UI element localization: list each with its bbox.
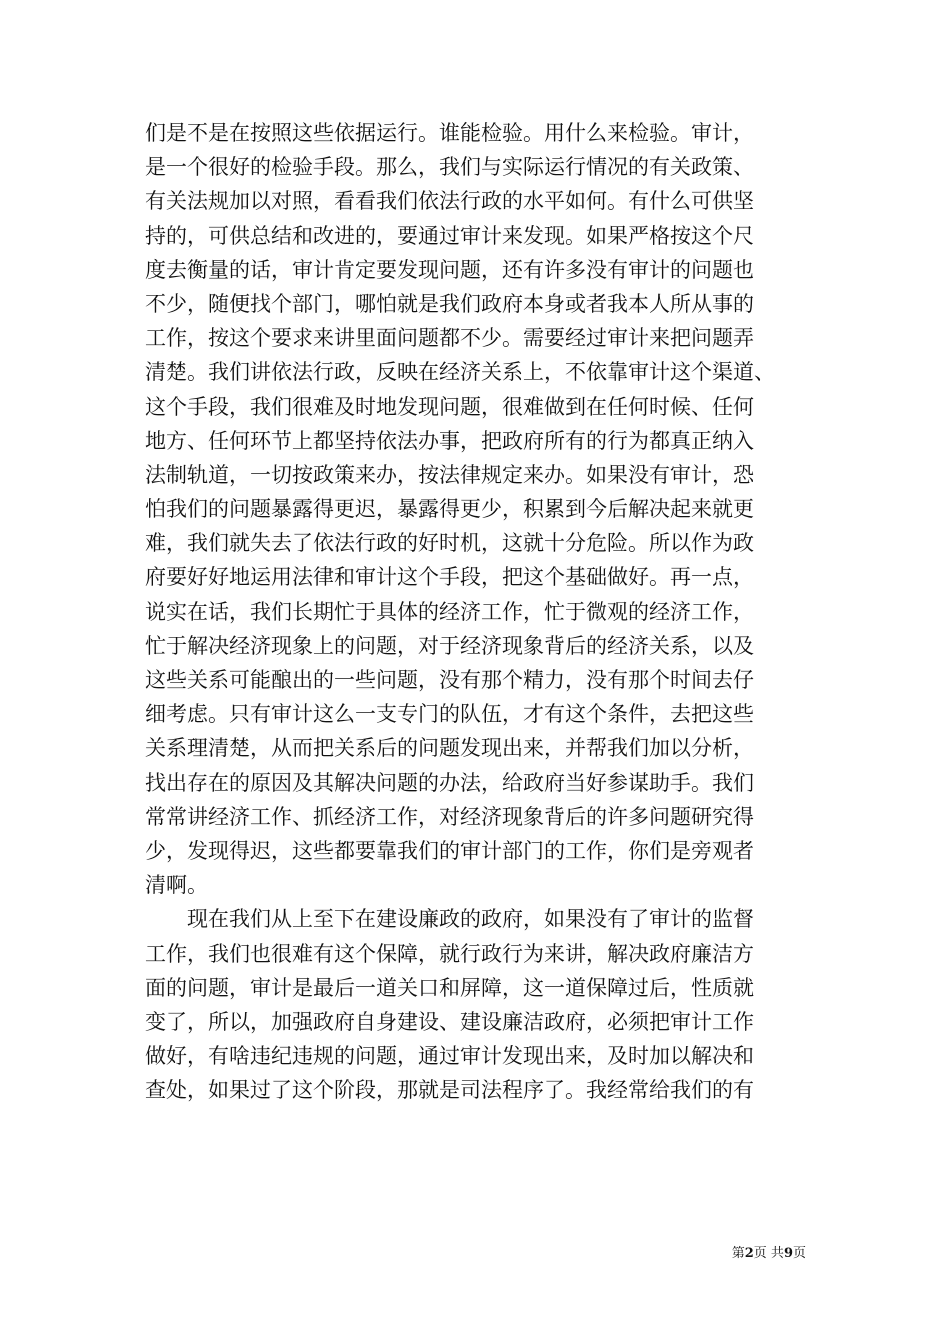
text-line: 难，我们就失去了依法行政的好时机，这就十分危险。所以作为政 [145,531,754,556]
page-footer [640,1245,806,1263]
text-line: 查处，如果过了这个阶段，那就是司法程序了。我经常给我们的有 [145,1078,754,1103]
current-page-number: 2 [744,1246,754,1261]
text-line: 清楚。我们讲依法行政，反映在经济关系上，不依靠审计这个渠道、 [145,360,775,385]
total-pages-number: 9 [783,1246,793,1261]
text-line: 忙于解决经济现象上的问题，对于经济现象背后的经济关系，以及 [145,633,754,658]
text-line: 关系理清楚，从而把关系后的问题发现出来，并帮我们加以分析， [145,736,754,761]
body-text [145,116,817,1107]
text-line: 变了，所以，加强政府自身建设、建设廉洁政府，必须把审计工作 [145,1009,754,1034]
text-line: 面的问题，审计是最后一道关口和屏障，这一道保障过后，性质就 [145,975,754,1000]
text-line: 常常讲经济工作、抓经济工作，对经济现象背后的许多问题研究得 [145,804,754,829]
footer-prefix: 第 [731,1246,745,1261]
text-line: 是一个很好的检验手段。那么，我们与实际运行情况的有关政策、 [145,155,754,180]
footer-middle: 页 共 [753,1246,784,1261]
text-line: 法制轨道，一切按政策来办，按法律规定来办。如果没有审计，恐 [145,462,754,487]
text-line: 找出存在的原因及其解决问题的办法，给政府当好参谋助手。我们 [145,770,754,795]
text-line: 不少，随便找个部门，哪怕就是我们政府本身或者我本人所从事的 [145,291,754,316]
text-line: 这些关系可能酿出的一些问题，没有那个精力，没有那个时间去仔 [145,668,754,692]
text-line: 们是不是在按照这些依据运行。谁能检验。用什么来检验。审计， [145,121,754,145]
text-line: 怕我们的问题暴露得更迟，暴露得更少，积累到今后解决起来就更 [145,497,754,522]
text-line: 有关法规加以对照，看看我们依法行政的水平如何。有什么可供坚 [145,189,754,214]
text-line: 现在我们从上至下在建设廉政的政府，如果没有了审计的监督 [145,907,754,932]
text-line: 工作，我们也很难有这个保障，就行政行为来讲，解决政府廉洁方 [145,941,754,966]
footer-suffix: 页 [792,1246,806,1261]
text-line: 府要好好地运用法律和审计这个手段，把这个基础做好。再一点， [145,565,754,590]
text-line: 工作，按这个要求来讲里面问题都不少。需要经过审计来把问题弄 [145,326,754,351]
text-line: 度去衡量的话，审计肯定要发现问题，还有许多没有审计的问题也 [145,257,754,282]
text-line: 细考虑。只有审计这么一支专门的队伍，才有这个条件，去把这些 [145,702,754,727]
text-line: 清啊。 [145,873,208,898]
text-line: 持的，可供总结和改进的，要通过审计来发现。如果严格按这个尺 [145,223,754,248]
text-line: 这个手段，我们很难及时地发现问题，很难做到在任何时候、任何 [145,394,754,419]
text-line: 做好，有啥违纪违规的问题，通过审计发现出来，及时加以解决和 [145,1044,754,1069]
text-line: 地方、任何环节上都坚持依法办事，把政府所有的行为都真正纳入 [145,428,754,453]
text-line: 说实在话，我们长期忙于具体的经济工作，忙于微观的经济工作， [145,599,754,624]
text-line: 少，发现得迟，这些都要靠我们的审计部门的工作，你们是旁观者 [145,838,754,863]
